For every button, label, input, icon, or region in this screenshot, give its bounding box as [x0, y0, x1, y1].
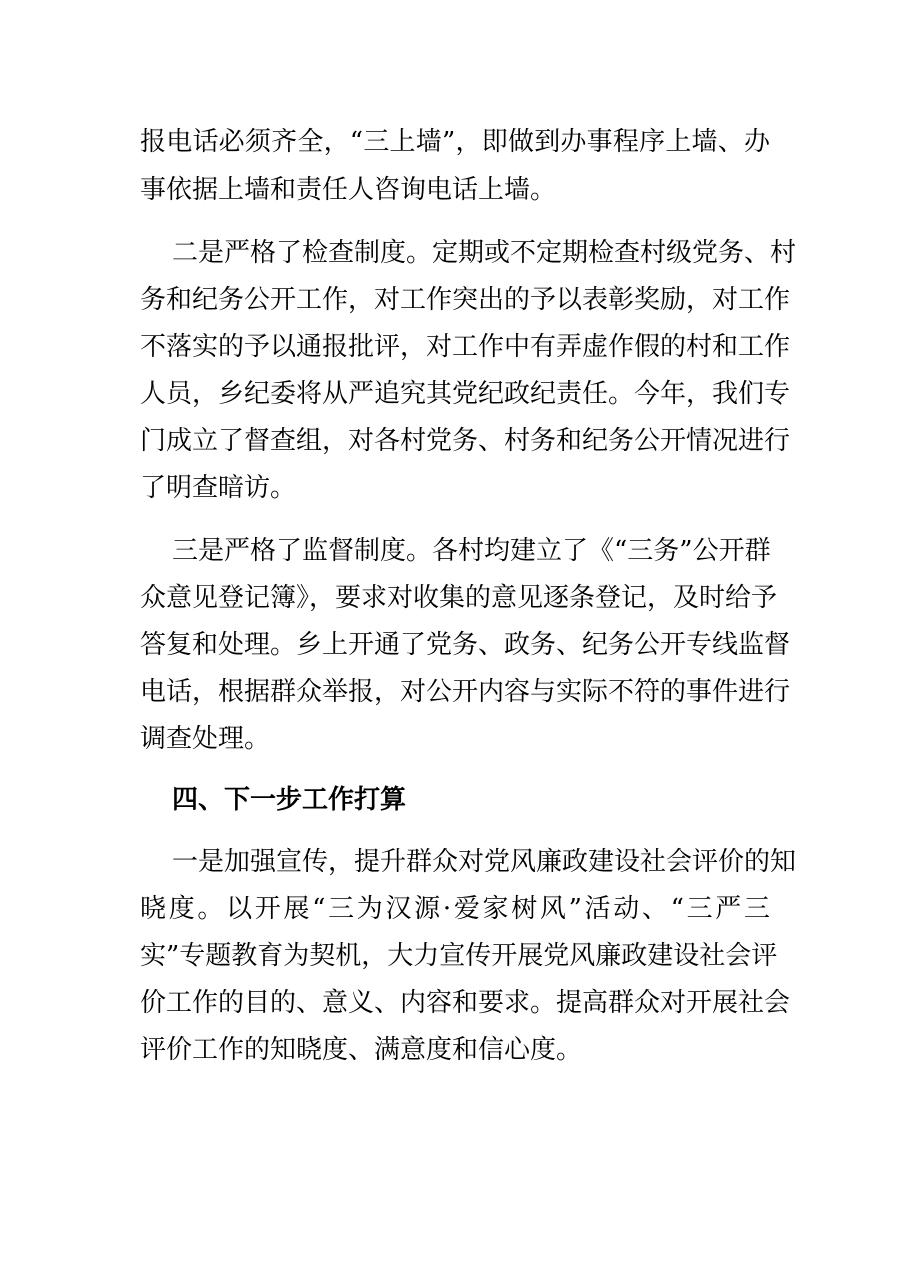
text-line: 答复和处理。乡上开通了党务、政务、纪务公开专线监督 — [140, 630, 791, 660]
text-line: 人员，乡纪委将从严追究其党纪政纪责任。今年，我们专 — [140, 379, 791, 409]
paragraph-2-line-2 — [0, 276, 909, 324]
text-line: 价工作的目的、意义、内容和要求。提高群众对开展社会 — [140, 988, 791, 1018]
paragraph-1-line-1 — [0, 118, 909, 166]
text-line: 二是严格了检查制度。定期或不定期检查村级党务、村 — [172, 238, 797, 268]
text-line: 实”专题教育为契机，大力宣传开展党风廉政建设社会评 — [140, 941, 778, 971]
text-line: 报电话必须齐全，“三上墙”，即做到办事程序上墙、办 — [140, 127, 770, 157]
paragraph-4-line-1 — [0, 838, 909, 886]
text-line: 调查处理。 — [140, 724, 271, 754]
paragraph-2-line-6 — [0, 464, 909, 512]
text-line: 评价工作的知晓度、满意度和信心度。 — [140, 1035, 583, 1065]
paragraph-2-line-3 — [0, 323, 909, 371]
paragraph-2-line-5 — [0, 417, 909, 465]
paragraph-2-line-4 — [0, 370, 909, 418]
text-line: 了明查暗访。 — [140, 473, 297, 503]
paragraph-3-line-2 — [0, 574, 909, 622]
text-line: 电话，根据群众举报，对公开内容与实际不符的事件进行 — [140, 677, 791, 707]
section-heading-text: 四、下一步工作打算 — [172, 785, 407, 815]
section-heading — [0, 776, 909, 824]
text-line: 晓度。以开展“三为汉源·爱家树风”活动、“三严三 — [140, 894, 770, 924]
paragraph-4-line-2 — [0, 885, 909, 933]
paragraph-1-line-2 — [0, 166, 909, 214]
text-line: 事依据上墙和责任人咨询电话上墙。 — [140, 175, 557, 205]
paragraph-3-line-5 — [0, 715, 909, 763]
text-line: 一是加强宣传，提升群众对党风廉政建设社会评价的知 — [172, 847, 797, 877]
paragraph-3-line-1 — [0, 527, 909, 575]
text-line: 不落实的予以通报批评，对工作中有弄虚作假的村和工作 — [140, 332, 791, 362]
paragraph-4-line-5 — [0, 1026, 909, 1074]
paragraph-4-line-4 — [0, 979, 909, 1027]
paragraph-3-line-4 — [0, 668, 909, 716]
text-line: 门成立了督查组，对各村党务、村务和纪务公开情况进行 — [140, 426, 791, 456]
paragraph-2-line-1 — [0, 229, 909, 277]
text-line: 众意见登记簿》，要求对收集的意见逐条登记，及时给予 — [140, 583, 778, 613]
text-line: 务和纪务公开工作，对工作突出的予以表彰奖励，对工作 — [140, 285, 791, 315]
paragraph-4-line-3 — [0, 932, 909, 980]
text-line: 三是严格了监督制度。各村均建立了《“三务”公开群 — [172, 536, 771, 566]
paragraph-3-line-3 — [0, 621, 909, 669]
